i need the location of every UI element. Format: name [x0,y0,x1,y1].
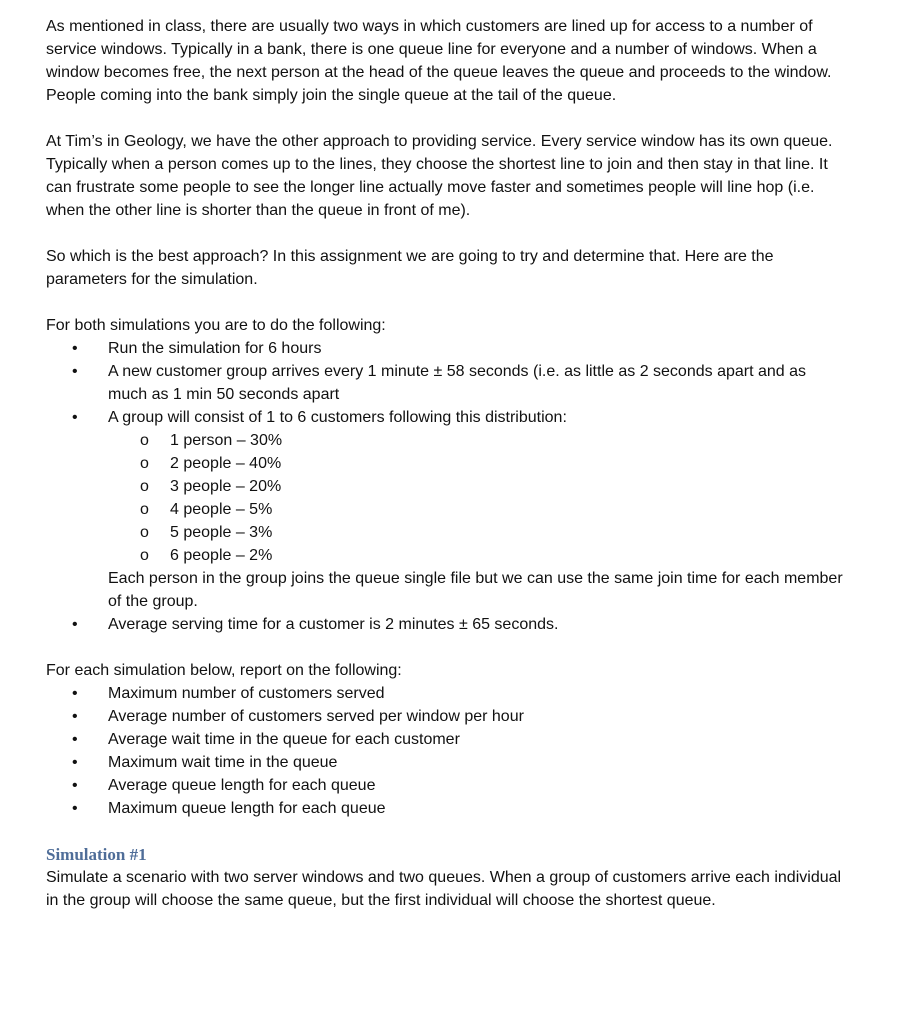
list-item [46,751,846,774]
intro-paragraph-2: At Tim’s in Geology, we have the other approach to providing service. Every service window has its own queue. Typically when a person comes up to the lines, they choose the shortest line to join and then stay in that line. It can frustrate some people to see the longer line actually move faster and sometimes people will line hop (i.e. when the other line is shorter than the queue in front of me). [46,133,833,219]
distribution-item-text: 1 person – 30% [170,432,283,449]
spacer [46,107,846,130]
circle-bullet-icon: o [140,455,149,472]
simulation-1-text: Simulate a scenario with two server windows and two queues. When a group of customers arrive each individual in the group will choose the same queue, but the first individual will choose the shortest queue. [46,869,842,909]
simulation-1-heading: Simulation #1 [46,845,147,864]
intro-paragraph-1: As mentioned in class, there are usually two ways in which customers are lined up for access to a number of service windows. Typically in a bank, there is one queue line for everyone and a number of windows. When a window becomes free, the next person at the head of the queue leaves the queue and proceeds to the window. People coming into the bank simply join the single queue at the tail of the queue. [46,18,832,104]
distribution-item [108,452,846,475]
distribution-item [108,429,846,452]
list-item [46,797,846,820]
bullet-icon: • [72,409,78,426]
intro-paragraph-3: So which is the best approach? In this assignment we are going to try and determine that. Here are the parameters for the simulation. [46,248,774,288]
group-note: Each person in the group joins the queue single file but we can use the same join time for each member of the group. [108,570,843,610]
distribution-item-text: 3 people – 20% [170,478,282,495]
bullet-icon: • [72,800,78,817]
bullet-icon: • [72,754,78,771]
document-page [46,15,846,912]
report-list [46,682,846,820]
list-item [46,705,846,728]
list-item [46,774,846,797]
bullet-icon: • [72,685,78,702]
group-distribution-list [108,429,846,567]
distribution-item-text: 5 people – 3% [170,524,273,541]
distribution-item [108,521,846,544]
list-item-text: Maximum wait time in the queue [108,754,338,771]
list-item-text: Average queue length for each queue [108,777,376,794]
list-item-text: Average number of customers served per window per hour [108,708,524,725]
report-lead: For each simulation below, report on the following: [46,662,402,679]
circle-bullet-icon: o [140,524,149,541]
distribution-item-text: 6 people – 2% [170,547,273,564]
list-item [46,682,846,705]
list-item-text: A new customer group arrives every 1 minute ± 58 seconds (i.e. as little as 2 seconds apart and as much as 1 min 50 seconds apart [108,363,807,403]
bullet-icon: • [72,616,78,633]
list-item-text: A group will consist of 1 to 6 customers following this distribution: [108,409,567,426]
list-item-text: Average wait time in the queue for each customer [108,731,460,748]
spacer [46,222,846,245]
both-simulations-lead: For both simulations you are to do the following: [46,317,386,334]
list-item [46,728,846,751]
bullet-icon: • [72,777,78,794]
list-item-text: Maximum queue length for each queue [108,800,386,817]
both-simulations-list [46,337,846,636]
distribution-item [108,544,846,567]
distribution-item [108,475,846,498]
bullet-icon: • [72,363,78,380]
bullet-icon: • [72,340,78,357]
list-item-text: Run the simulation for 6 hours [108,340,322,357]
spacer [46,291,846,314]
spacer [46,636,846,659]
list-item-text: Average serving time for a customer is 2 minutes ± 65 seconds. [108,616,559,633]
distribution-item [108,498,846,521]
list-item [46,406,846,613]
list-item [46,613,846,636]
circle-bullet-icon: o [140,432,149,449]
bullet-icon: • [72,731,78,748]
distribution-item-text: 4 people – 5% [170,501,273,518]
circle-bullet-icon: o [140,478,149,495]
distribution-item-text: 2 people – 40% [170,455,282,472]
circle-bullet-icon: o [140,501,149,518]
circle-bullet-icon: o [140,547,149,564]
bullet-icon: • [72,708,78,725]
list-item [46,360,846,406]
list-item-text: Maximum number of customers served [108,685,385,702]
list-item [46,337,846,360]
